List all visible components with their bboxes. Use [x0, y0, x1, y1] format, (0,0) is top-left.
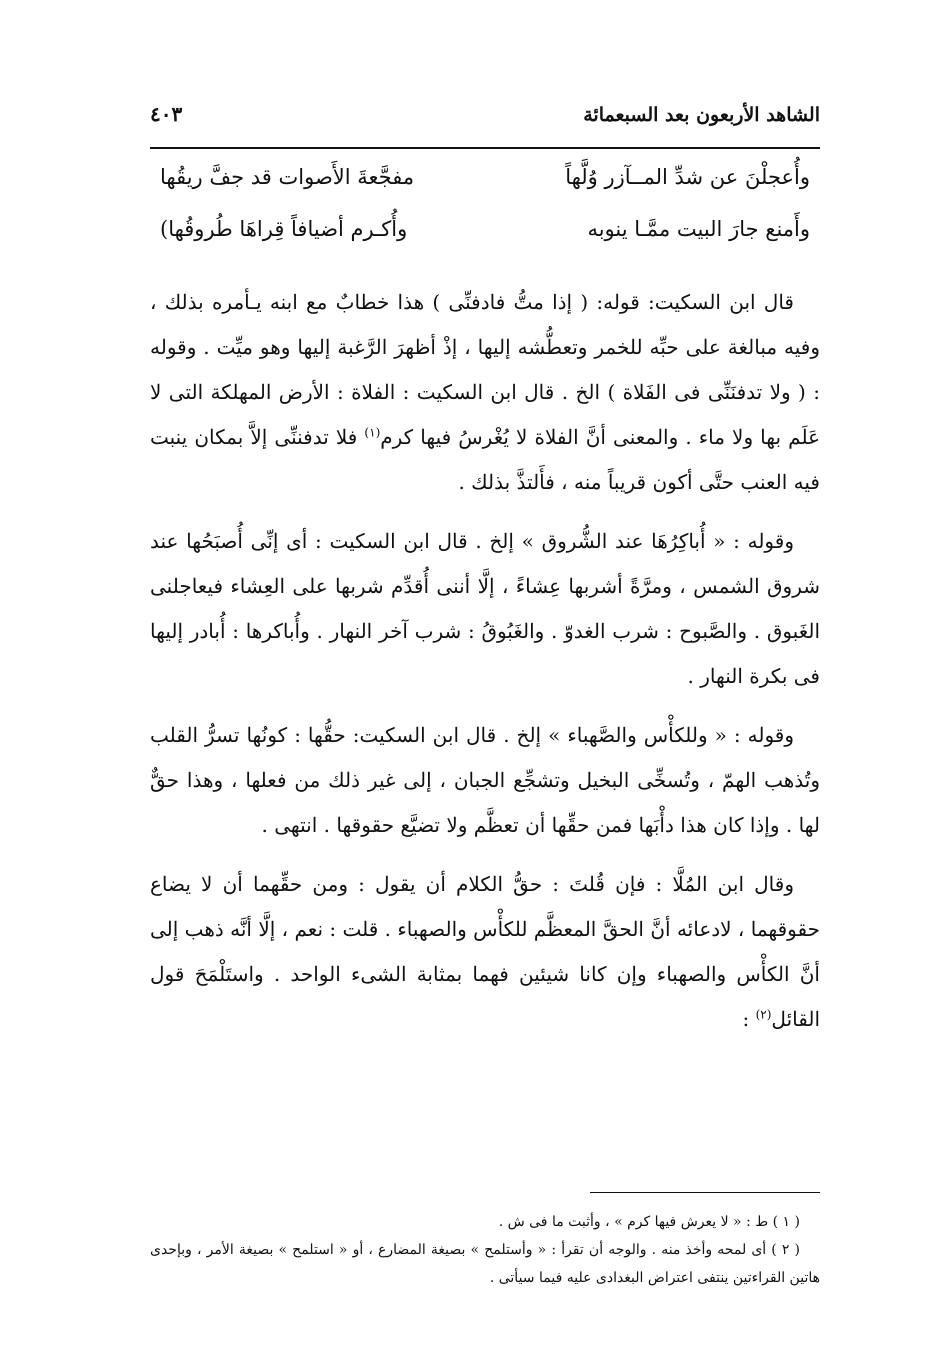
poem-verses	[150, 165, 820, 269]
footnote-reference[interactable]: (١)	[364, 425, 381, 440]
book-page	[150, 0, 820, 1359]
footnote: ( ١ ) ط : « لا يعرش فيها كرم » ، وأثبت ما فى ش .	[498, 1214, 800, 1230]
footnote-rule	[590, 1192, 820, 1193]
running-title: الشاهد الأربعون بعد السبعمائة	[583, 104, 820, 126]
page-number: ٤٠٣	[150, 102, 183, 126]
verse-second-hemistich: مفجَّعةَ الأَصوات قد جفَّ ريقُها	[160, 165, 415, 189]
paragraph: وقوله : « أُباكِرُهَا عند الشُّروق » إلخ . قال ابن السكيت : أى إنِّى أُصبَحُها عند شروق الشمس ، ومرَّةً أشربها عِشاءً ، إلَّا أننى أُقدِّم شربها على العِشاء فيعاجلنى الغَبوق . والصَّبوح : شرب الغدوّ . والغَبُوقُ : شرب آخر النهار . وأُباكرها : أُبادر إليها فى بكرة النهار .	[150, 529, 820, 688]
footnotes	[150, 1208, 820, 1292]
paragraph	[150, 280, 820, 505]
verse-second-hemistich: وأُكـرم أضيافاً قِراهَا طُروقُها)	[160, 217, 408, 241]
footnote-reference[interactable]: (٢)	[755, 1007, 772, 1022]
commentary-text	[150, 280, 820, 1056]
paragraph	[150, 862, 820, 1042]
header-rule	[150, 147, 820, 149]
paragraph-text: قال ابن السكيت: قوله: ( إذا متُّ فادفنِّى ) هذا خطابٌ مع ابنه يـأمره بذلك ، وفيه مبالغة على حبِّه للخمر وتعطُّشه إليها ، إذْ أظهرَ الرَّغبة إليها وهو ميِّت . وقوله : ( ولا تدفنَنِّى فى الفَلاة ) الخ . قال ابن السكيت : الفلاة : الأرض المهلكة التى لا عَلَم بها ولا ماء . والمعنى أنَّ الفلاة لا يُغْرسُ فيها كرم	[150, 290, 820, 449]
verse-line	[150, 165, 820, 217]
paragraph-text: وقال ابن المُلَّا : فإن قُلتَ : حقُّ الكلام أن يقول : ومن حقِّهما أن لا يضاع حقوقهما ، لادعائه أنَّ الحقَّ المعظَّم للكأْس والصهباء . قلت : نعم ، إلَّا أنَّه ذهب إلى أنَّ الكأْس والصهباء وإن كانا شيئين فهما بمثابة الشىء الواحد . واستَلْمَحَ قول القائل	[150, 872, 820, 1031]
paragraph-text: :	[742, 1007, 756, 1031]
verse-first-hemistich: وأَمنع جارَ البيت ممَّـا ينوبه	[587, 217, 810, 241]
verse-first-hemistich: وأُعجلْنَ عن شدِّ المــآزر وُلَّهاً	[565, 165, 810, 189]
paragraph: وقوله : « وللكأْس والصَّهباء » إلخ . قال ابن السكيت: حقُّها : كونُها تسرُّ القلب وتُذهب الهمّ ، وتُسخِّى البخيل وتشجِّع الجبان ، إلى غير ذلك من فعلها ، وهذا حقٌّ لها . وإذا كان هذا دأْبَها فمن حقِّها أن تعظَّم ولا تضيَّع حقوقها . انتهى .	[150, 723, 820, 837]
page-header	[150, 100, 820, 136]
verse-line	[150, 217, 820, 269]
footnote: ( ٢ ) أى لمحه وأخذ منه . والوجه أن تقرأ : « وأستلمح » بصيغة المضارع ، أو « استلمح » بصيغة الأمر ، وبإحدى هاتين القراءتين ينتفى اعتراض البغدادى عليه فيما سيأتى .	[150, 1242, 820, 1286]
paragraph-text: فلا تدفننِّى إلاَّ بمكان ينبت فيه العنب حتَّى أكون قريباً منه ، فأَلتذَّ بذلك .	[150, 425, 820, 494]
